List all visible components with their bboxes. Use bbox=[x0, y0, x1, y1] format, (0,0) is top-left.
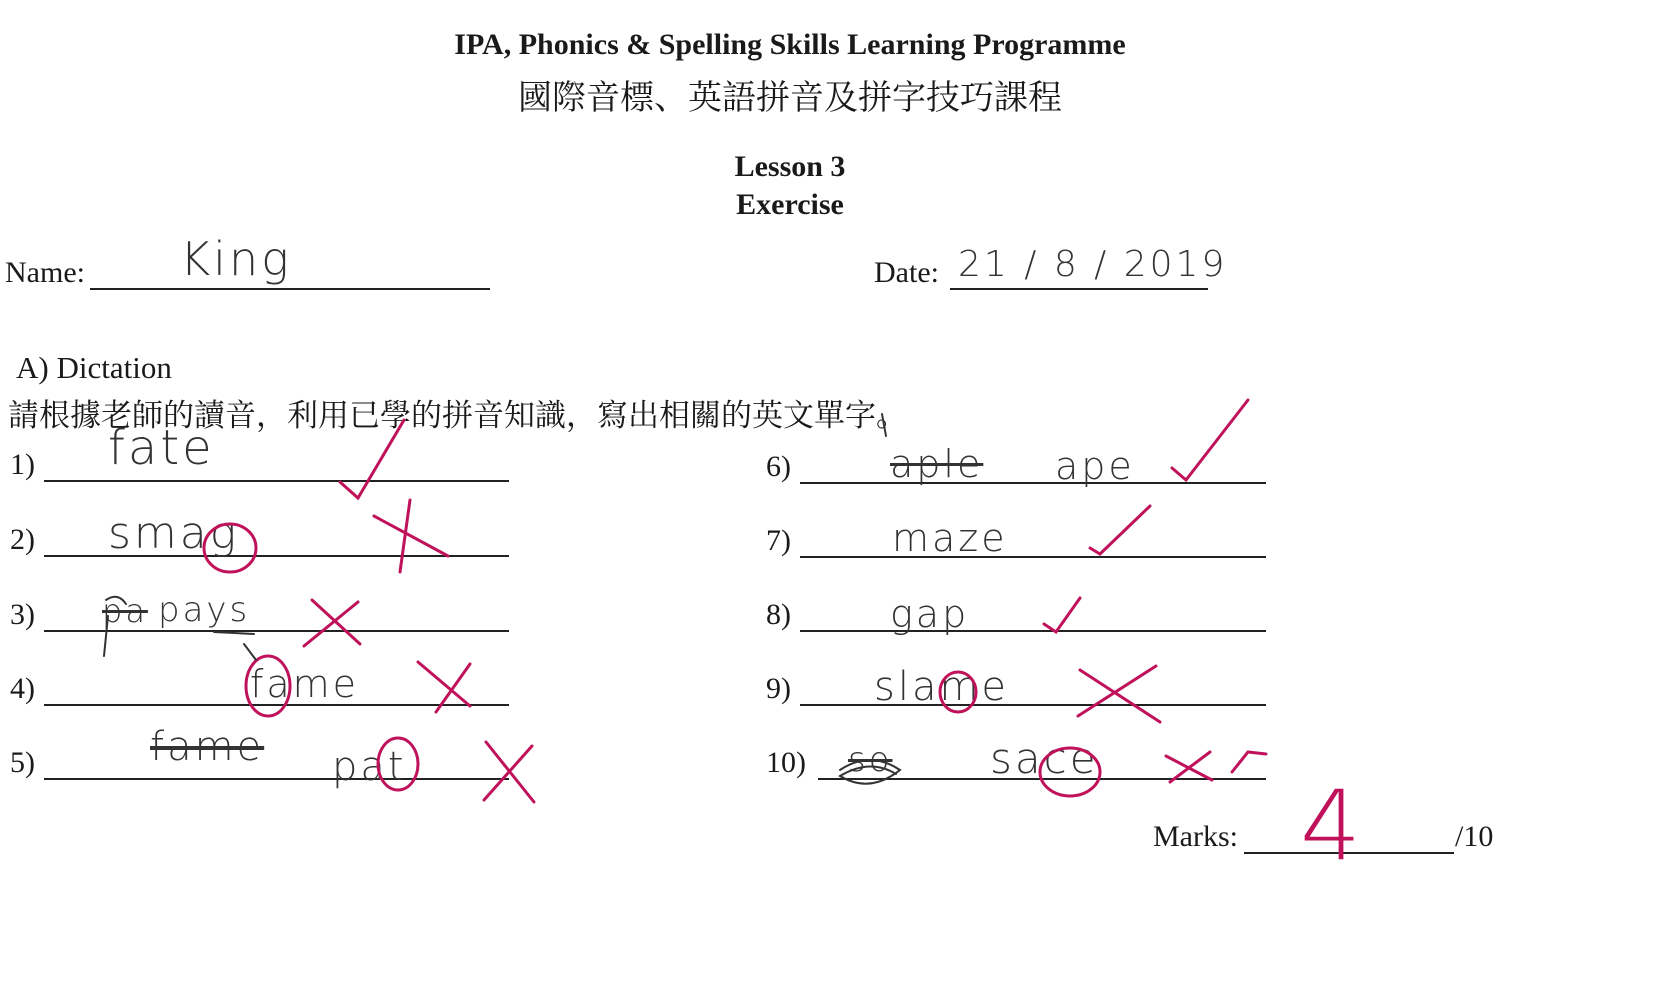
name-label: Name: bbox=[5, 256, 85, 289]
pencil-mark bbox=[244, 644, 256, 660]
question-number: 7) bbox=[766, 524, 791, 557]
answer-text: ape bbox=[1055, 444, 1135, 488]
tick-mark bbox=[1172, 400, 1248, 480]
answer-text: slame bbox=[874, 664, 1010, 710]
question-number: 5) bbox=[10, 746, 35, 779]
exercise-heading: Exercise bbox=[736, 188, 844, 221]
question-number: 9) bbox=[766, 672, 791, 705]
question-number: 4) bbox=[10, 672, 35, 705]
cross-mark bbox=[418, 662, 470, 712]
name-value: King bbox=[180, 232, 292, 286]
marks-score: 4 bbox=[1300, 770, 1362, 882]
lesson-number: Lesson 3 bbox=[734, 150, 846, 183]
tick-mark bbox=[1044, 598, 1080, 632]
scribble-mark bbox=[104, 597, 126, 656]
pencil-mark bbox=[882, 414, 886, 436]
answer-text: pays bbox=[158, 590, 251, 630]
answer-text: maze bbox=[892, 516, 1008, 560]
answer-text: pat bbox=[332, 744, 407, 790]
marks-label: Marks: bbox=[1153, 820, 1238, 853]
answer-text: sace bbox=[990, 734, 1099, 783]
crossed-out-text: pa bbox=[102, 592, 148, 630]
question-number: 10) bbox=[766, 746, 806, 779]
marks-total: /10 bbox=[1455, 820, 1494, 853]
cross-mark bbox=[304, 600, 360, 646]
section-instruction: 請根據老師的讀音，利用已學的拼音知識，寫出相關的英文單字。 bbox=[8, 398, 907, 434]
scribble-mark bbox=[840, 760, 900, 784]
tick-mark bbox=[340, 420, 404, 498]
question-number: 8) bbox=[766, 598, 791, 631]
programme-title-chinese: 國際音標、英語拼音及拼字技巧課程 bbox=[518, 78, 1062, 118]
answer-text: smag bbox=[108, 508, 240, 559]
error-circle bbox=[1040, 748, 1100, 796]
cross-mark bbox=[1166, 752, 1212, 782]
crossed-out-text: so bbox=[848, 740, 893, 780]
programme-title: IPA, Phonics & Spelling Skills Learning Programme bbox=[454, 28, 1126, 61]
question-number: 3) bbox=[10, 598, 35, 631]
underline-mark bbox=[214, 632, 254, 634]
error-circle bbox=[246, 656, 290, 716]
crossed-out-text: fame bbox=[150, 724, 265, 770]
answer-text: fate bbox=[108, 420, 215, 476]
question-number: 1) bbox=[10, 448, 35, 481]
date-label: Date: bbox=[874, 256, 939, 289]
section-title: A) Dictation bbox=[16, 350, 172, 385]
cross-mark bbox=[484, 742, 534, 802]
error-circle bbox=[940, 672, 976, 712]
error-circle bbox=[378, 738, 418, 790]
cross-mark bbox=[1078, 666, 1160, 722]
crossed-out-text: aple bbox=[890, 442, 984, 486]
date-value: 21 / 8 / 2019 bbox=[958, 244, 1228, 285]
answer-text: gap bbox=[890, 592, 970, 636]
error-circle bbox=[204, 524, 256, 572]
cross-mark bbox=[374, 500, 448, 572]
question-number: 2) bbox=[10, 523, 35, 556]
tick-mark bbox=[1090, 506, 1150, 554]
caret-mark bbox=[1232, 752, 1266, 772]
question-number: 6) bbox=[766, 450, 791, 483]
answer-text: fame bbox=[250, 662, 360, 706]
